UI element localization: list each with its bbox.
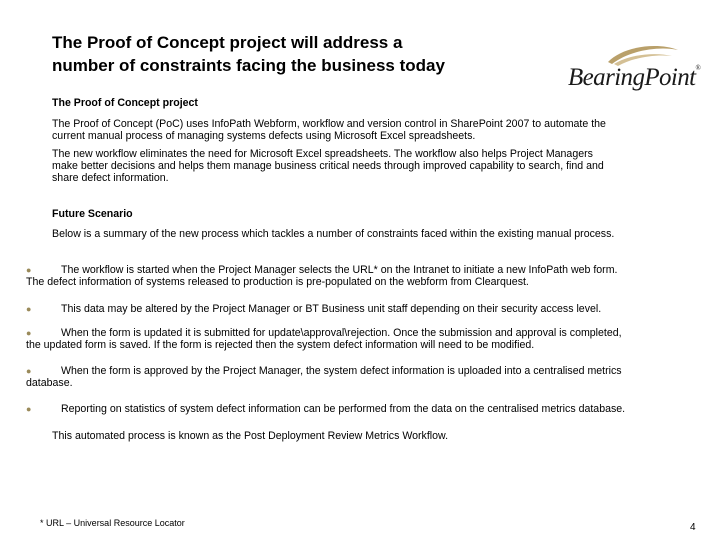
footnote: * URL – Universal Resource Locator — [40, 518, 185, 528]
slide-title — [52, 31, 532, 77]
bullet-2-line-1: This data may be altered by the Project Manager or BT Business unit staff depending on their security access level. — [61, 303, 602, 315]
bullet-icon: ● — [26, 328, 32, 338]
poc-paragraph-1-line-2: current manual process of managing systems defects using Microsoft Excel spreadsheets. — [52, 130, 476, 142]
bearingpoint-logo — [568, 44, 702, 96]
bullet-5-line-1: Reporting on statistics of system defect information can be performed from the data on the centralised metrics database. — [61, 403, 626, 415]
title-line-2: number of constraints facing the business today — [52, 56, 445, 75]
title-line-1: The Proof of Concept project will address a — [52, 33, 403, 52]
bullet-3-line-1: When the form is updated it is submitted for update\approval\rejection. Once the submission and approval is completed, — [61, 327, 622, 339]
bullet-4-line-1: When the form is approved by the Project Manager, the system defect information is uploaded into a centralised metrics — [61, 365, 622, 377]
page-number: 4 — [690, 522, 696, 533]
section-heading-future-scenario: Future Scenario — [52, 208, 133, 220]
bullet-1-line-1: The workflow is started when the Project Manager selects the URL* on the Intranet to initiate a new InfoPath web form. — [61, 264, 618, 276]
bullet-icon: ● — [26, 366, 32, 376]
bullet-1-line-2: The defect information of systems released to production is pre-populated on the webform from Clearquest. — [26, 276, 529, 288]
logo-name: BearingPoint — [568, 64, 696, 91]
bullet-3-line-2: the updated form is saved. If the form is rejected then the system defect information will need to be modified. — [26, 339, 535, 351]
closing-statement: This automated process is known as the Post Deployment Review Metrics Workflow. — [52, 430, 449, 442]
poc-paragraph-2-line-2: make better decisions and helps them manage business critical needs through improved capability to search, find and — [52, 160, 604, 172]
section-heading-poc: The Proof of Concept project — [52, 97, 198, 109]
poc-paragraph-2-line-1: The new workflow eliminates the need for Microsoft Excel spreadsheets. The workflow also helps Project Managers — [52, 148, 593, 160]
poc-paragraph-2-line-3: share defect information. — [52, 172, 169, 184]
future-scenario-intro: Below is a summary of the new process which tackles a number of constraints faced within the existing manual process. — [52, 228, 615, 240]
logo-wordmark — [568, 64, 700, 92]
bullet-4-line-2: database. — [26, 377, 73, 389]
bullet-icon: ● — [26, 304, 32, 314]
bullet-icon: ● — [26, 404, 32, 414]
bullet-icon: ● — [26, 265, 32, 275]
logo-registered-mark: ® — [695, 64, 701, 72]
poc-paragraph-1-line-1: The Proof of Concept (PoC) uses InfoPath Webform, workflow and version control in SharePoint 2007 to automate the — [52, 118, 606, 130]
